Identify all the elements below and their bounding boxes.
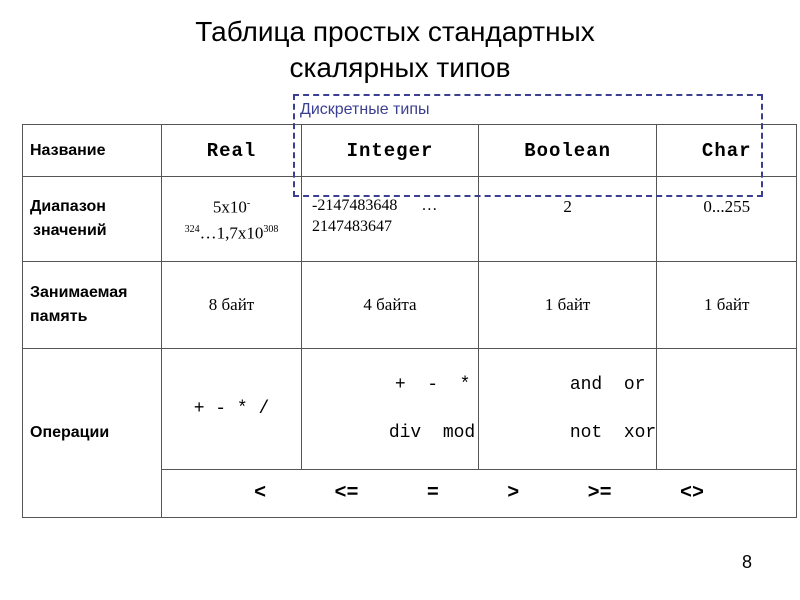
slide-title xyxy=(0,14,800,86)
operations-char xyxy=(657,349,797,470)
range-real-part1: 5x10 xyxy=(212,198,247,217)
memory-integer: 4 байта xyxy=(302,262,479,349)
header-integer: Integer xyxy=(302,125,479,177)
memory-boolean: 1 байт xyxy=(479,262,657,349)
memory-rowhead xyxy=(23,262,162,349)
range-real-exp2: 324 xyxy=(184,224,200,235)
operations-boolean xyxy=(479,349,657,470)
operations-rowhead: Операции xyxy=(23,349,162,518)
comparison-operator: > xyxy=(507,482,520,505)
range-char-value: 0...255 xyxy=(703,197,751,216)
operations-real: + - * / xyxy=(162,349,302,470)
comparison-operators xyxy=(162,482,796,505)
comparison-operator: = xyxy=(426,482,439,505)
memory-rowhead-line2: память xyxy=(30,308,88,325)
comparison-operators-cell xyxy=(162,470,797,518)
header-name-cell: Название xyxy=(23,125,162,177)
range-real-part2: …1,7x10 xyxy=(199,223,264,243)
discrete-types-label: Дискретные типы xyxy=(300,101,430,118)
header-real: Real xyxy=(162,125,302,177)
range-rowhead-line2: значений xyxy=(33,222,107,239)
operations-integer xyxy=(302,349,479,470)
operations-row xyxy=(23,349,797,470)
operations-integer-line1: + - * xyxy=(394,375,471,395)
range-real-exp1: - xyxy=(246,198,251,210)
comparison-operator: < xyxy=(254,482,267,505)
range-boolean-value: 2 xyxy=(563,197,572,216)
operations-integer-line2: div mod xyxy=(388,423,476,443)
comparison-operator: >= xyxy=(587,482,612,505)
range-integer-line1: -2147483648 … xyxy=(312,197,438,214)
operations-boolean-line1: and or xyxy=(569,375,646,395)
range-real-exp3: 308 xyxy=(263,224,279,235)
memory-row xyxy=(23,262,797,349)
range-integer-line2: 2147483647 xyxy=(312,218,392,235)
range-real xyxy=(162,177,302,262)
header-char: Char xyxy=(657,125,797,177)
page-number: 8 xyxy=(741,552,752,572)
comparison-operator: <= xyxy=(334,482,359,505)
operations-boolean-line2: not xor xyxy=(569,423,657,443)
range-rowhead xyxy=(23,177,162,262)
comparison-operator: <> xyxy=(679,482,704,505)
memory-char: 1 байт xyxy=(657,262,797,349)
header-boolean: Boolean xyxy=(479,125,657,177)
memory-rowhead-line1: Занимаемая xyxy=(30,284,128,301)
memory-real: 8 байт xyxy=(162,262,302,349)
range-rowhead-line1: Диапазон xyxy=(30,198,106,215)
title-line-2: скалярных типов xyxy=(289,52,511,83)
title-line-1: Таблица простых стандартных xyxy=(195,16,595,47)
